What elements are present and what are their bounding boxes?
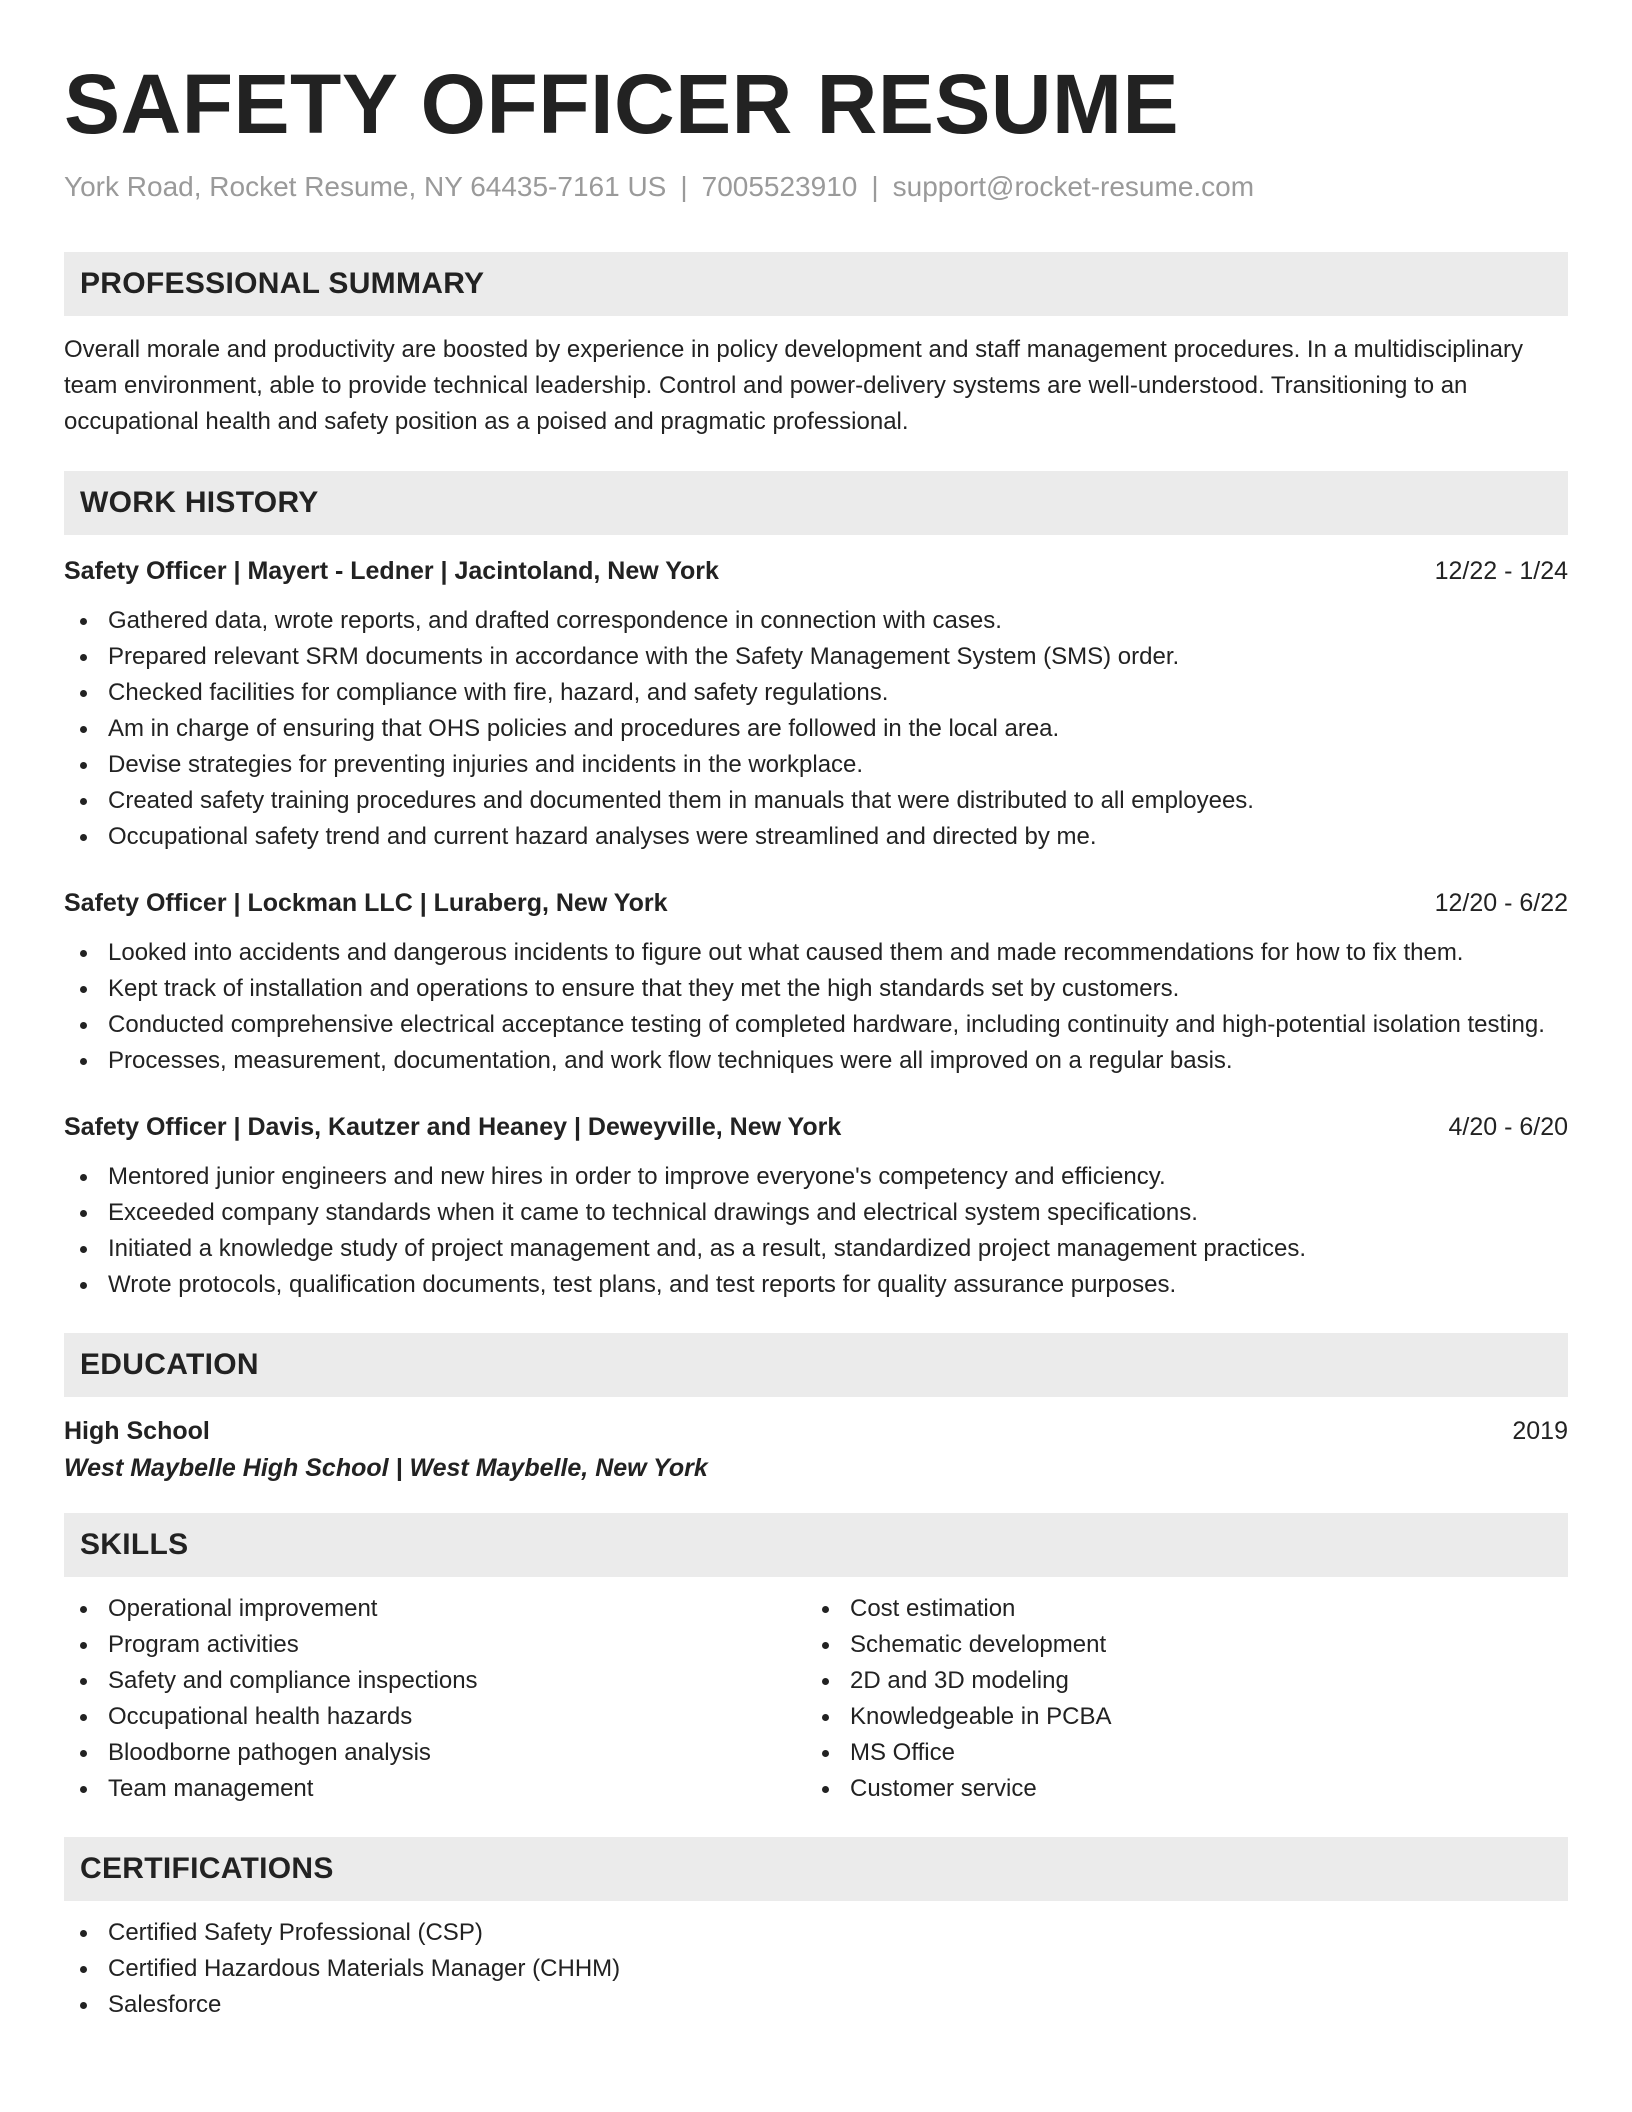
certifications-block [64,1915,1568,2023]
skills-list-left [64,1591,806,1807]
certifications-list [64,1915,1568,2023]
job-bullet: Devise strategies for preventing injuries and incidents in the workplace. [64,747,1568,783]
job-bullet: Occupational safety trend and current hazard analyses were streamlined and directed by me. [64,819,1568,855]
job-bullet-list [64,935,1568,1079]
job-header [64,885,1568,921]
contact-phone: 7005523910 [701,171,858,202]
job-title: Safety Officer | Davis, Kautzer and Heaney | Deweyville, New York [64,1113,842,1141]
skills-columns [64,1591,1568,1807]
section-header-work-history [64,471,1568,535]
job-bullet: Initiated a knowledge study of project management and, as a result, standardized project management practices. [64,1231,1568,1267]
job-bullet: Processes, measurement, documentation, and work flow techniques were all improved on a regular basis. [64,1043,1568,1079]
work-history-list [64,553,1568,1303]
skill-item: Bloodborne pathogen analysis [64,1735,806,1771]
certification-item: Certified Hazardous Materials Manager (CHHM) [64,1951,1568,1987]
job-entry [64,885,1568,1079]
contact-separator: | [680,171,688,202]
section-header-summary [64,252,1568,316]
section-title: PROFESSIONAL SUMMARY [80,267,485,300]
section-header-skills [64,1513,1568,1577]
job-bullet: Wrote protocols, qualification documents, test plans, and test reports for quality assurance purposes. [64,1267,1568,1303]
skill-item: Team management [64,1771,806,1807]
skills-list-right [806,1591,1548,1807]
summary-text: Overall morale and productivity are boosted by experience in policy development and staff management procedures. In a multidisciplinary team environment, able to provide technical leadership. Control and power-delivery systems are well-understood. Transitioning to an occupational health and safety position as a poised and pragmatic professional. [64,336,1524,435]
education-degree: High School [64,1417,210,1445]
skill-item: Cost estimation [806,1591,1548,1627]
skill-item: Safety and compliance inspections [64,1663,806,1699]
skill-item: Knowledgeable in PCBA [806,1699,1548,1735]
skill-item: Program activities [64,1627,806,1663]
job-dates: 12/22 - 1/24 [1434,557,1568,585]
job-bullet: Mentored junior engineers and new hires in order to improve everyone's competency and efficiency. [64,1159,1568,1195]
section-header-certifications [64,1837,1568,1901]
contact-line [64,170,1568,204]
skill-item: MS Office [806,1735,1548,1771]
job-bullet: Created safety training procedures and documented them in manuals that were distributed to all employees. [64,783,1568,819]
job-dates: 12/20 - 6/22 [1434,889,1568,917]
contact-email: support@rocket-resume.com [892,171,1255,202]
job-bullet: Kept track of installation and operations to ensure that they met the high standards set by customers. [64,971,1568,1007]
job-bullet: Conducted comprehensive electrical acceptance testing of completed hardware, including continuity and high-potential isolation testing. [64,1007,1568,1043]
job-header [64,1109,1568,1145]
job-bullet: Gathered data, wrote reports, and drafted correspondence in connection with cases. [64,603,1568,639]
education-entry [64,1413,1568,1449]
job-bullet: Exceeded company standards when it came to technical drawings and electrical system specifications. [64,1195,1568,1231]
section-title: WORK HISTORY [80,486,319,519]
section-header-education [64,1333,1568,1397]
contact-address: York Road, Rocket Resume, NY 64435-7161 US [64,171,667,202]
contact-separator: | [871,171,879,202]
skill-item: Occupational health hazards [64,1699,806,1735]
section-title: CERTIFICATIONS [80,1852,334,1885]
skill-item: Schematic development [806,1627,1548,1663]
job-dates: 4/20 - 6/20 [1448,1113,1568,1141]
job-bullet: Prepared relevant SRM documents in accordance with the Safety Management System (SMS) order. [64,639,1568,675]
job-title: Safety Officer | Mayert - Ledner | Jacintoland, New York [64,557,719,585]
job-bullet-list [64,1159,1568,1303]
certification-item: Certified Safety Professional (CSP) [64,1915,1568,1951]
page-title: SAFETY OFFICER RESUME [64,57,1180,151]
skill-item: Operational improvement [64,1591,806,1627]
job-bullet: Am in charge of ensuring that OHS policies and procedures are followed in the local area. [64,711,1568,747]
education-year: 2019 [1512,1417,1568,1445]
job-entry [64,1109,1568,1303]
job-title: Safety Officer | Lockman LLC | Luraberg, New York [64,889,668,917]
certification-item: Salesforce [64,1987,1568,2023]
section-title: EDUCATION [80,1348,259,1381]
skill-item: Customer service [806,1771,1548,1807]
job-bullet: Looked into accidents and dangerous incidents to figure out what caused them and made recommendations for how to fix them. [64,935,1568,971]
skill-item: 2D and 3D modeling [806,1663,1548,1699]
job-header [64,553,1568,589]
section-title: SKILLS [80,1528,189,1561]
education-school: West Maybelle High School | West Maybelle, New York [64,1454,708,1482]
job-bullet-list [64,603,1568,855]
job-entry [64,553,1568,855]
job-bullet: Checked facilities for compliance with fire, hazard, and safety regulations. [64,675,1568,711]
